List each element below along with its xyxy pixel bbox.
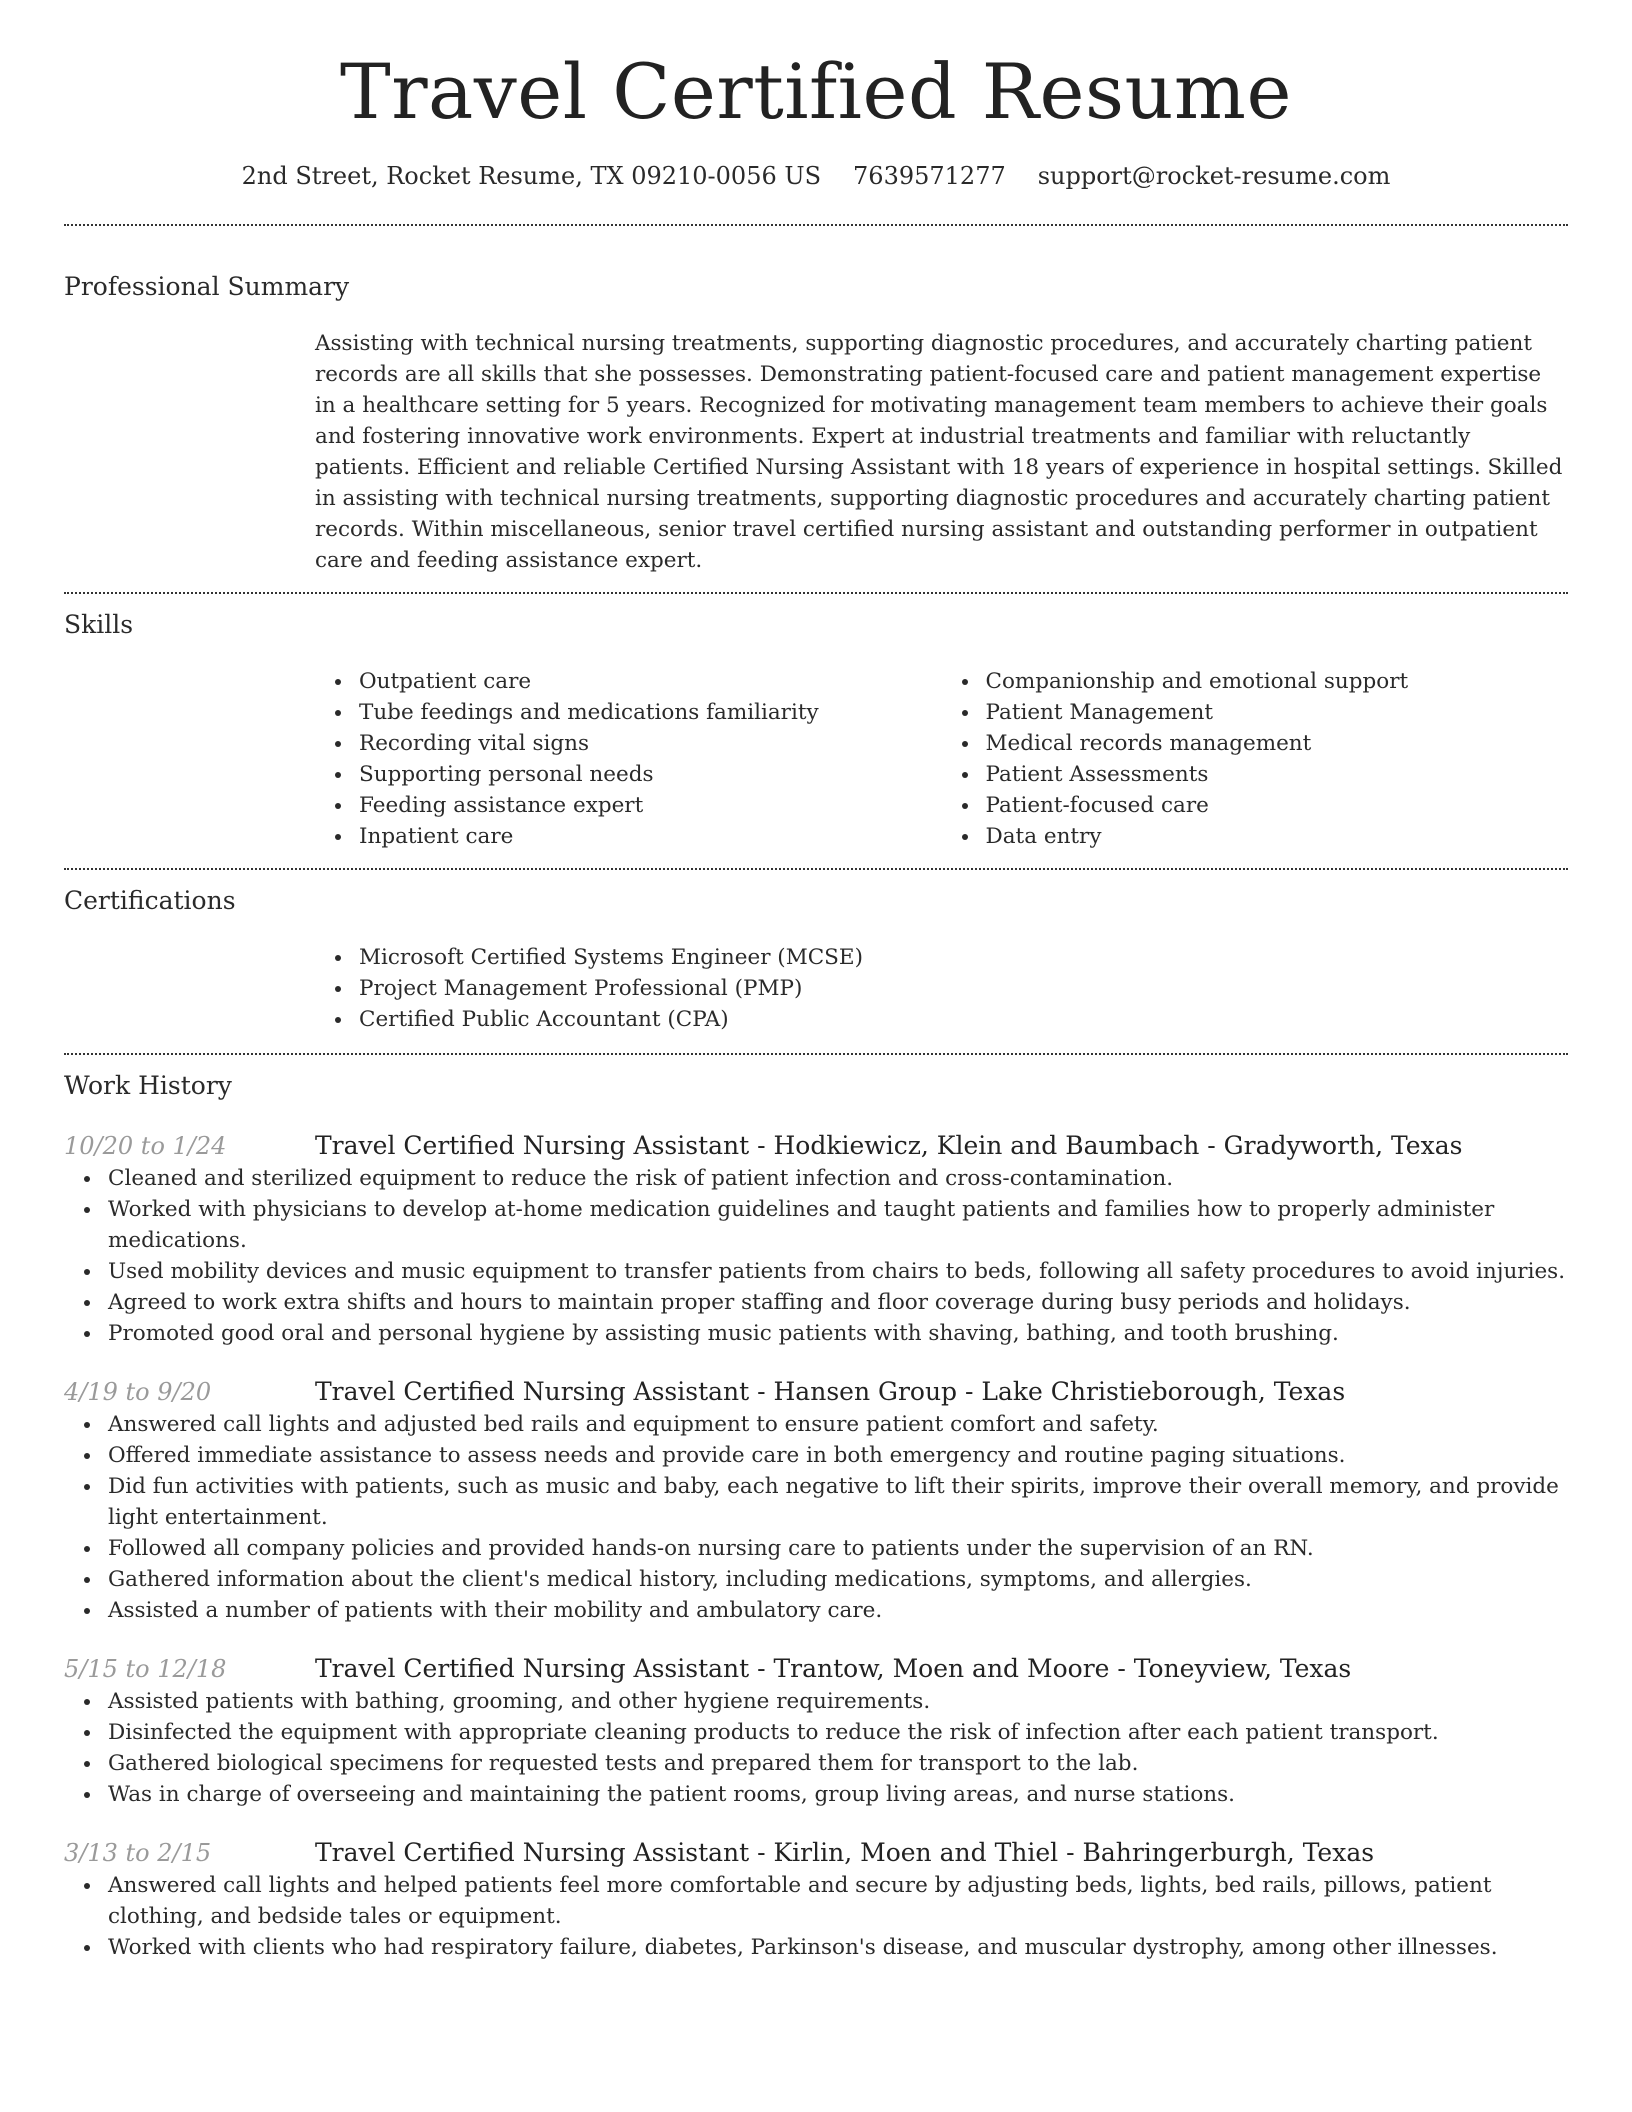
job-bullet: Followed all company policies and provided hands-on nursing care to patients under the supervision of an RN. <box>108 1533 1568 1564</box>
job-bullet: Did fun activities with patients, such as music and baby, each negative to lift their spirits, improve their overall memory, and provide light entertainment. <box>108 1471 1568 1533</box>
skills-list-left <box>315 666 942 852</box>
job-heading: Travel Certified Nursing Assistant - Trantow, Moen and Moore - Toneyview, Texas <box>315 1653 1352 1683</box>
skills-columns <box>315 666 1568 868</box>
job-bullet: Worked with clients who had respiratory failure, diabetes, Parkinson's disease, and muscular dystrophy, among other illnesses. <box>108 1932 1568 1963</box>
certifications-section <box>64 870 1568 1053</box>
job-bullet-list <box>64 1409 1568 1626</box>
job-date: 3/13 to 2/15 <box>64 1838 212 1867</box>
contact-line <box>64 162 1568 190</box>
certifications-heading: Certifications <box>64 885 236 915</box>
skills-list-right <box>942 666 1569 852</box>
job-entry <box>64 1652 1568 1810</box>
summary-heading: Professional Summary <box>64 271 350 301</box>
job-bullet: Answered call lights and helped patients feel more comfortable and secure by adjusting beds, lights, bed rails, pillows, patient clothing, and bedside tales or equipment. <box>108 1870 1568 1932</box>
job-entry <box>64 1836 1568 1963</box>
job-bullet: Agreed to work extra shifts and hours to maintain proper staffing and floor coverage during busy periods and holidays. <box>108 1287 1568 1318</box>
skills-section <box>64 594 1568 868</box>
job-bullet: Answered call lights and adjusted bed rails and equipment to ensure patient comfort and safety. <box>108 1409 1568 1440</box>
skill-item: Feeding assistance expert <box>359 790 942 821</box>
job-bullet: Promoted good oral and personal hygiene by assisting music patients with shaving, bathing, and tooth brushing. <box>108 1318 1568 1349</box>
job-bullet: Offered immediate assistance to assess needs and provide care in both emergency and routine paging situations. <box>108 1440 1568 1471</box>
job-date: 10/20 to 1/24 <box>64 1131 227 1160</box>
certification-item: Certified Public Accountant (CPA) <box>359 1004 1568 1035</box>
job-bullet-list <box>64 1870 1568 1963</box>
certifications-body <box>315 942 1568 1053</box>
skill-item: Patient Assessments <box>986 759 1569 790</box>
certification-item: Microsoft Certified Systems Engineer (MCSE) <box>359 942 1568 973</box>
job-bullet-list <box>64 1686 1568 1810</box>
skill-item: Supporting personal needs <box>359 759 942 790</box>
skill-item: Companionship and emotional support <box>986 666 1569 697</box>
contact-address: 2nd Street, Rocket Resume, TX 09210-0056 US <box>241 161 822 190</box>
job-bullet-list <box>64 1163 1568 1349</box>
skill-item: Data entry <box>986 821 1569 852</box>
certifications-list <box>315 942 1568 1035</box>
job-heading: Travel Certified Nursing Assistant - Hansen Group - Lake Christieborough, Texas <box>315 1376 1346 1406</box>
work-history-heading: Work History <box>64 1070 232 1100</box>
resume-title: Travel Certified Resume <box>340 47 1292 136</box>
job-entry <box>64 1129 1568 1349</box>
skills-heading: Skills <box>64 609 134 639</box>
job-entry <box>64 1375 1568 1626</box>
summary-text: Assisting with technical nursing treatments, supporting diagnostic procedures, and accurately charting patient records are all skills that she possesses. Demonstrating patient-focused care and patient management expertise in a healthcare setting for 5 years. Recognized for motivating management team members to achieve their goals and fostering innovative work environments. Expert at industrial treatments and familiar with reluctantly patients. Efficient and reliable Certified Nursing Assistant with 18 years of experience in hospital settings. Skilled in assisting with technical nursing treatments, supporting diagnostic procedures and accurately charting patient records. Within miscellaneous, senior travel certified nursing assistant and outstanding performer in outpatient care and feeding assistance expert. <box>315 330 1563 573</box>
job-bullet: Gathered information about the client's medical history, including medications, symptoms, and allergies. <box>108 1564 1568 1595</box>
skill-item: Patient Management <box>986 697 1569 728</box>
job-heading: Travel Certified Nursing Assistant - Kirlin, Moen and Thiel - Bahringerburgh, Texas <box>315 1837 1375 1867</box>
job-bullet: Gathered biological specimens for requested tests and prepared them for transport to the lab. <box>108 1748 1568 1779</box>
job-date: 5/15 to 12/18 <box>64 1654 227 1683</box>
contact-phone: 7639571277 <box>853 161 1006 190</box>
job-bullet: Used mobility devices and music equipment to transfer patients from chairs to beds, following all safety procedures to avoid injuries. <box>108 1256 1568 1287</box>
skill-item: Tube feedings and medications familiarity <box>359 697 942 728</box>
job-bullet: Assisted patients with bathing, grooming, and other hygiene requirements. <box>108 1686 1568 1717</box>
job-date: 4/19 to 9/20 <box>64 1377 212 1406</box>
job-bullet: Disinfected the equipment with appropriate cleaning products to reduce the risk of infection after each patient transport. <box>108 1717 1568 1748</box>
certification-item: Project Management Professional (PMP) <box>359 973 1568 1004</box>
skill-item: Medical records management <box>986 728 1569 759</box>
contact-email: support@rocket-resume.com <box>1037 161 1391 190</box>
job-bullet: Worked with physicians to develop at-home medication guidelines and taught patients and families how to properly administer medications. <box>108 1194 1568 1256</box>
skill-item: Recording vital signs <box>359 728 942 759</box>
job-bullet: Cleaned and sterilized equipment to reduce the risk of patient infection and cross-contamination. <box>108 1163 1568 1194</box>
job-bullet: Assisted a number of patients with their mobility and ambulatory care. <box>108 1595 1568 1626</box>
skill-item: Outpatient care <box>359 666 942 697</box>
skill-item: Inpatient care <box>359 821 942 852</box>
resume-header <box>64 0 1568 190</box>
work-history-section <box>64 1055 1568 1963</box>
skill-item: Patient-focused care <box>986 790 1569 821</box>
job-heading: Travel Certified Nursing Assistant - Hodkiewicz, Klein and Baumbach - Gradyworth, Texas <box>315 1130 1463 1160</box>
job-bullet: Was in charge of overseeing and maintaining the patient rooms, group living areas, and nurse stations. <box>108 1779 1568 1810</box>
summary-section <box>64 226 1568 592</box>
